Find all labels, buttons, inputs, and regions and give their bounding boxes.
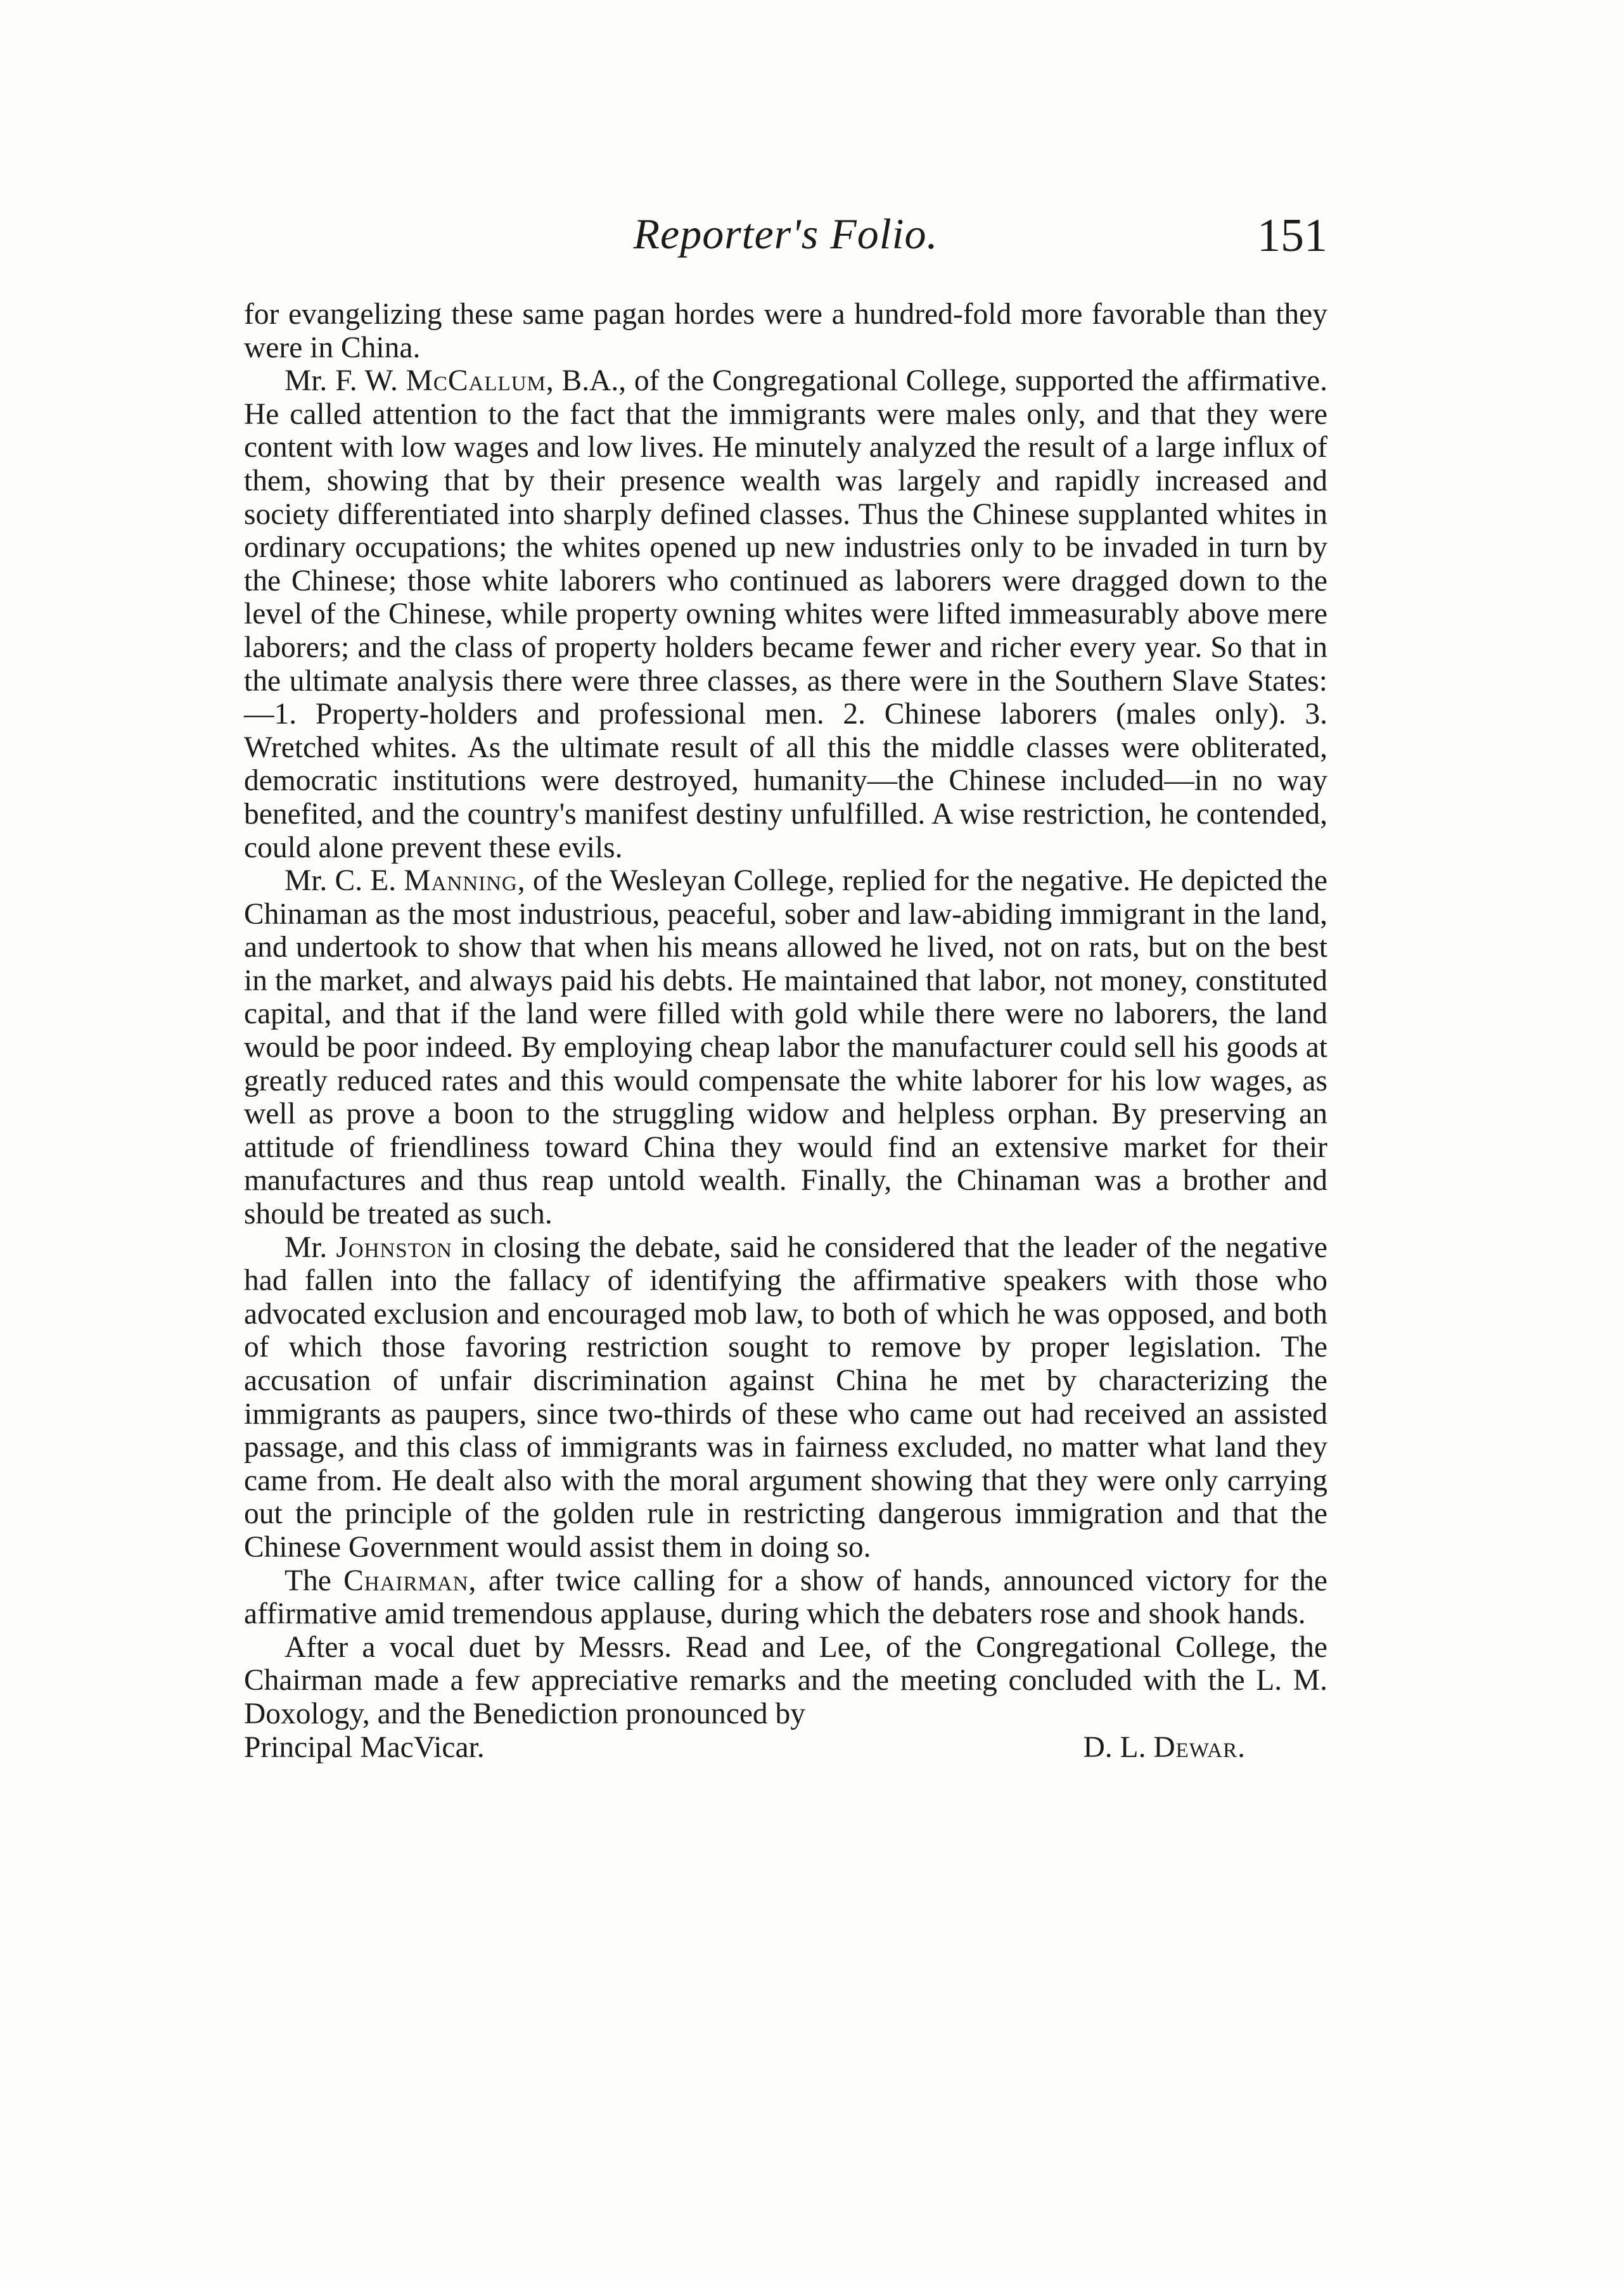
speaker-prefix: The: [285, 1564, 344, 1597]
paragraph-text: in closing the debate, said he considered that the leader of the negative had fallen into the fallacy of identifying the affirmative speakers with those who advocated exclusion and encouraged mob law, to both of which he was opposed, and both of which those favoring restriction sought to remove by proper legislation. The accusation of unfair discrimination against China he met by characterizing the immigrants as paupers, since two-thirds of these who came out had received an assisted passage, and this class of immigrants was in fairness excluded, no matter what land they came from. He dealt also with the moral argument showing that they were only carrying out the principle of the golden rule in restricting dangerous immigration and that the Chinese Government would assist them in doing so.: [244, 1230, 1327, 1564]
body-text: [244, 298, 1327, 1764]
speaker-prefix: Mr. F. W.: [285, 364, 406, 398]
paragraph-chairman: [244, 1564, 1327, 1631]
signature-surname: Dewar: [1153, 1730, 1238, 1764]
running-head: [244, 209, 1327, 279]
signature-initials: D. L.: [1083, 1730, 1154, 1764]
paragraph-text: , after twice calling for a show of hands, announced victory for the affirmative amid tremendous applause, during which the debaters rose and shook hands.: [244, 1564, 1327, 1631]
speaker-name: Chairman: [343, 1564, 469, 1597]
paragraph-text: , B.A., of the Congregational College, supported the affirmative. He called attention to the fact that the immigrants were males only, and that they were content with low wages and low lives. He minutely analyzed the result of a large influx of them, showing that by their presence wealth was largely and rapidly increased and society differentiated into sharply defined classes. Thus the Chinese supplanted whites in ordinary occupations; the whites opened up new industries only to be invaded in turn by the Chinese; those white laborers who continued as laborers were dragged down to the level of the Chinese, while property owning whites were lifted immeasurably above mere laborers; and the class of property holders became fewer and richer every year. So that in the ultimate analysis there were three classes, as there were in the Southern Slave States:—1. Property-holders and professional men. 2. Chinese laborers (males only). 3. Wretched whites. As the ultimate result of all this the middle classes were obliterated, democratic institutions were destroyed, humanity—the Chinese included—in no way benefited, and the country's manifest destiny unfulfilled. A wise restriction, he contended, could alone prevent these evils.: [244, 364, 1327, 864]
paragraph-text: , of the Wesleyan College, replied for the negative. He depicted the Chinaman as the most industrious, peaceful, sober and law-abiding immigrant in the land, and undertook to show that when his means allowed he lived, not on rats, but on the best in the market, and always paid his debts. He maintained that labor, not money, constituted capital, and that if the land were filled with gold while there were no laborers, the land would be poor indeed. By employing cheap labor the manufacturer could sell his goods at greatly reduced rates and this would compensate the white laborer for his low wages, as well as prove a boon to the struggling widow and helpless orphan. By preserving an attitude of friendliness toward China they would find an extensive market for their manufactures and thus reap untold wealth. Finally, the Chinaman was a brother and should be treated as such.: [244, 864, 1327, 1231]
closing-last-line: Principal MacVicar.: [244, 1730, 485, 1764]
paragraph-manning: [244, 864, 1327, 1231]
paragraph-mccallum: [244, 364, 1327, 864]
signature-period: .: [1237, 1730, 1245, 1764]
author-signature: [1084, 1731, 1246, 1765]
speaker-name: Manning: [404, 864, 518, 898]
page-number: 151: [1257, 210, 1327, 262]
speaker-name: McCallum: [406, 364, 546, 398]
paragraph-continuation: for evangelizing these same pagan hordes were a hundred-fold more favorable than they were in China.: [244, 298, 1327, 364]
speaker-name: Johnston: [336, 1230, 452, 1264]
running-title: Reporter's Folio.: [633, 210, 938, 258]
paragraph-closing: After a vocal duet by Messrs. Read and Lee, of the Congregational College, the Chairman made a few appreciative remarks and the meeting concluded with the L. M. Doxology, and the Benediction pronounced by: [244, 1630, 1327, 1730]
signoff-row: [244, 1731, 1327, 1765]
speaker-prefix: Mr. C. E.: [285, 864, 404, 898]
speaker-prefix: Mr.: [285, 1230, 336, 1264]
paragraph-johnston: [244, 1231, 1327, 1564]
